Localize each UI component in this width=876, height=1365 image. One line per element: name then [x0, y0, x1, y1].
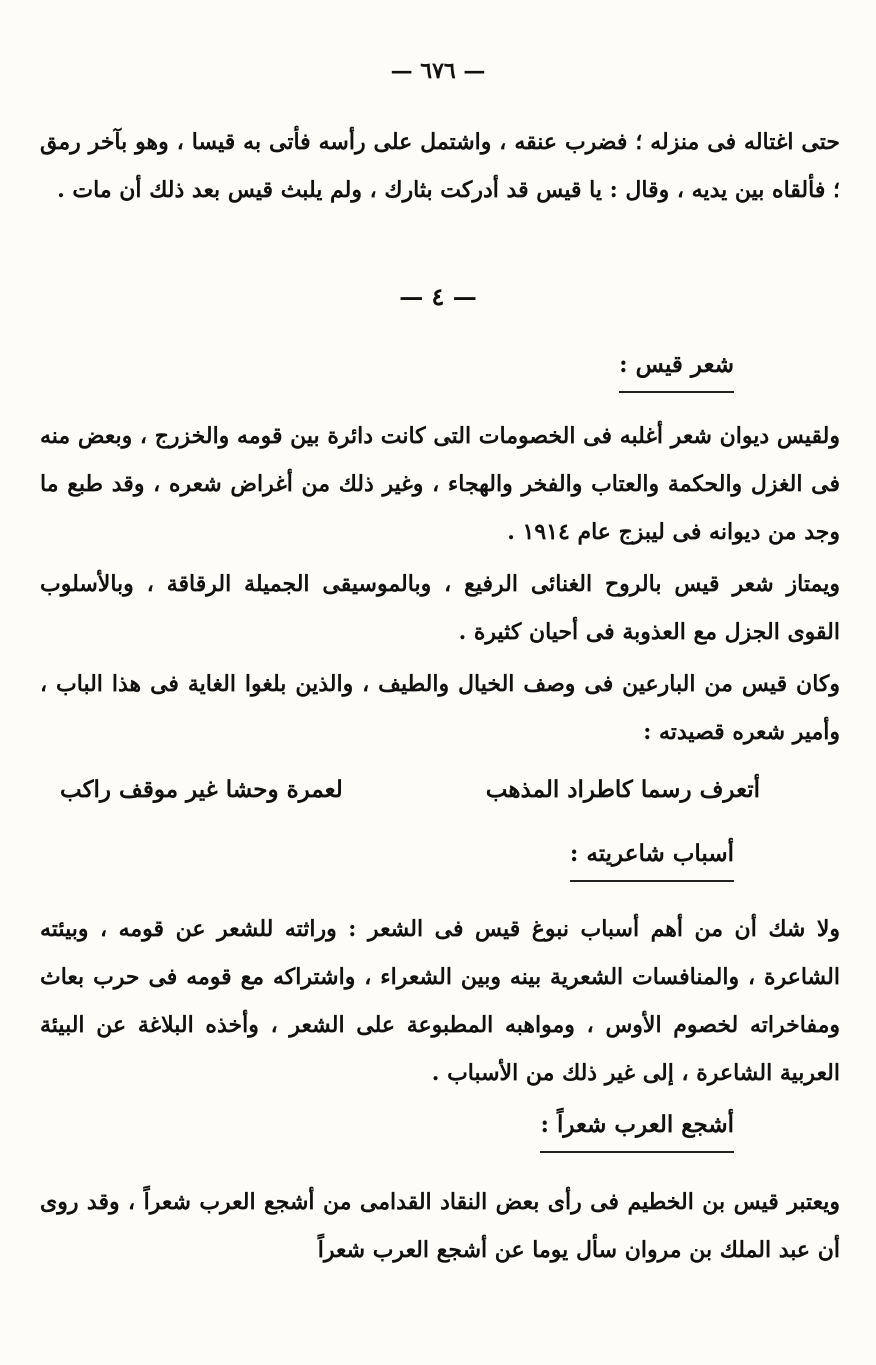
causes-paragraph: ولا شك أن من أهم أسباب نبوغ قيس فى الشعر : وراثته للشعر عن قومه ، وبيئته الشاعرة ، والمنافسات الشعرية بينه وبين الشعراء ، واشتراكه مع قومه فى حرب بعاث ومفاخراته لخصوم الأوس ، ومواهبه المطبوعة على الشعر ، وأخذه البلاغة عن البيئة العربية الشاعرة ، إلى غير ذلك من الأسباب .: [40, 916, 840, 1086]
bravest-paragraph: ويعتبر قيس بن الخطيم فى رأى بعض النقاد القدامى من أشجع العرب شعراً ، وقد روى أن عبد الملك بن مروان سأل يوما عن أشجع العرب شعراً: [40, 1189, 840, 1263]
section-heading-poetry: شعر قيس :: [619, 345, 734, 393]
verse-line: [60, 770, 760, 810]
poetry-paragraph-1: ولقيس ديوان شعر أغلبه فى الخصومات التى كانت دائرة بين قومه والخزرج ، وبعض منه فى الغزل والحكمة والعتاب والفخر والهجاء ، وغير ذلك من أغراض شعره ، وقد طبع ما وجد من ديوانه فى ليبزج عام ١٩١٤ .: [40, 423, 840, 545]
page-number: — ٦٧٦ —: [390, 58, 486, 84]
poetry-paragraph-3: وكان قيس من البارعين فى وصف الخيال والطيف ، والذين بلغوا الغاية فى هذا الباب ، وأمير شعره قصيدته :: [40, 671, 840, 745]
poetry-paragraph-2: ويمتاز شعر قيس بالروح الغنائى الرفيع ، وبالموسيقى الجميلة الرقاقة ، وبالأسلوب القوى الجزل مع العذوبة فى أحيان كثيرة .: [40, 571, 840, 645]
section-heading-bravest: أشجع العرب شعراً :: [540, 1105, 734, 1153]
intro-paragraph: حتى اغتاله فى منزله ؛ فضرب عنقه ، واشتمل على رأسه فأتى به قيسا ، وهو بآخر رمق ؛ فألقاه بين يديه ، وقال : يا قيس قد أدركت بثارك ، ولم يلبث قيس بعد ذلك أن مات .: [40, 129, 840, 203]
verse-first-hemistich: أتعرف رسما كاطراد المذهب: [485, 776, 760, 803]
section-number: — ٤ —: [399, 282, 477, 311]
section-heading-causes: أسباب شاعريته :: [570, 834, 734, 882]
verse-second-hemistich: لعمرة وحشا غير موقف راكب: [60, 776, 343, 803]
